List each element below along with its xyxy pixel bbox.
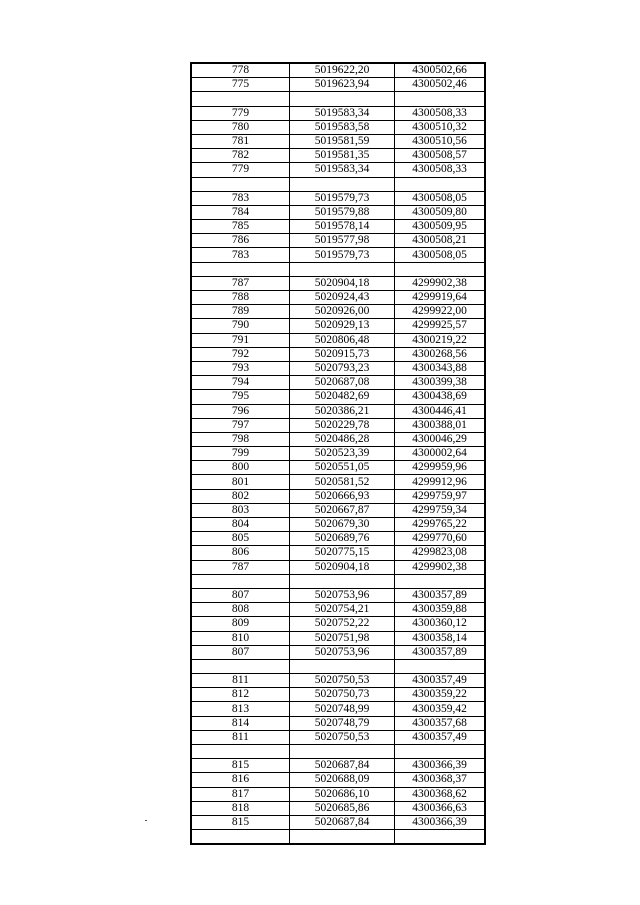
y-coordinate-cell <box>395 830 486 845</box>
point-number-cell: 818 <box>191 801 290 815</box>
table-row <box>191 730 485 744</box>
table-row <box>191 333 485 347</box>
point-number-cell: 798 <box>191 432 290 446</box>
y-coordinate-cell: 4300357,49 <box>395 730 486 744</box>
point-number-cell: 803 <box>191 503 290 517</box>
x-coordinate-cell: 5020754,21 <box>290 603 395 617</box>
x-coordinate-cell: 5020806,48 <box>290 333 395 347</box>
x-coordinate-cell: 5020751,98 <box>290 631 395 645</box>
table-row <box>191 120 485 134</box>
y-coordinate-cell: 4299759,97 <box>395 489 486 503</box>
point-number-cell: 787 <box>191 276 290 290</box>
y-coordinate-cell: 4300359,88 <box>395 603 486 617</box>
y-coordinate-cell: 4300002,64 <box>395 447 486 461</box>
y-coordinate-cell: 4300268,56 <box>395 347 486 361</box>
x-coordinate-cell: 5020750,53 <box>290 674 395 688</box>
x-coordinate-cell: 5020926,00 <box>290 305 395 319</box>
y-coordinate-cell: 4300219,22 <box>395 333 486 347</box>
point-number-cell: 791 <box>191 333 290 347</box>
y-coordinate-cell: 4300357,89 <box>395 645 486 659</box>
x-coordinate-cell: 5019579,73 <box>290 248 395 262</box>
point-number-cell: 779 <box>191 106 290 120</box>
point-number-cell: 790 <box>191 319 290 333</box>
point-number-cell: 795 <box>191 390 290 404</box>
point-number-cell: 806 <box>191 546 290 560</box>
separator-row <box>191 830 485 845</box>
table-row <box>191 276 485 290</box>
point-number-cell: 780 <box>191 120 290 134</box>
y-coordinate-cell: 4299902,38 <box>395 560 486 574</box>
y-coordinate-cell: 4300438,69 <box>395 390 486 404</box>
x-coordinate-cell: 5020667,87 <box>290 503 395 517</box>
table-row <box>191 631 485 645</box>
point-number-cell: 782 <box>191 149 290 163</box>
point-number-cell: 811 <box>191 730 290 744</box>
y-coordinate-cell: 4299959,96 <box>395 461 486 475</box>
table-row <box>191 361 485 375</box>
point-number-cell: 815 <box>191 815 290 829</box>
y-coordinate-cell <box>395 659 486 673</box>
x-coordinate-cell: 5020748,79 <box>290 716 395 730</box>
table-row <box>191 63 485 78</box>
table-row <box>191 234 485 248</box>
table-row <box>191 347 485 361</box>
table-row <box>191 815 485 829</box>
y-coordinate-cell <box>395 574 486 588</box>
point-number-cell <box>191 745 290 759</box>
x-coordinate-cell: 5019581,59 <box>290 134 395 148</box>
point-number-cell: 787 <box>191 560 290 574</box>
x-coordinate-cell: 5020688,09 <box>290 773 395 787</box>
point-number-cell <box>191 262 290 276</box>
y-coordinate-cell: 4299759,34 <box>395 503 486 517</box>
table-row <box>191 702 485 716</box>
separator-row <box>191 177 485 191</box>
y-coordinate-cell: 4300510,32 <box>395 120 486 134</box>
table-row <box>191 759 485 773</box>
x-coordinate-cell <box>290 659 395 673</box>
y-coordinate-cell: 4300509,80 <box>395 205 486 219</box>
y-coordinate-cell: 4299922,00 <box>395 305 486 319</box>
y-coordinate-cell <box>395 745 486 759</box>
x-coordinate-cell <box>290 745 395 759</box>
y-coordinate-cell: 4300508,57 <box>395 149 486 163</box>
x-coordinate-cell: 5020924,43 <box>290 291 395 305</box>
point-number-cell: 778 <box>191 63 290 78</box>
y-coordinate-cell: 4300508,05 <box>395 191 486 205</box>
separator-row <box>191 745 485 759</box>
x-coordinate-cell: 5020753,96 <box>290 588 395 602</box>
point-number-cell: 785 <box>191 220 290 234</box>
point-number-cell: 807 <box>191 645 290 659</box>
x-coordinate-cell: 5020687,84 <box>290 759 395 773</box>
table-row <box>191 773 485 787</box>
y-coordinate-cell: 4300510,56 <box>395 134 486 148</box>
x-coordinate-cell: 5020482,69 <box>290 390 395 404</box>
y-coordinate-cell: 4299925,57 <box>395 319 486 333</box>
point-number-cell: 792 <box>191 347 290 361</box>
y-coordinate-cell: 4300366,39 <box>395 815 486 829</box>
y-coordinate-cell: 4300388,01 <box>395 418 486 432</box>
x-coordinate-cell <box>290 177 395 191</box>
coordinates-table <box>190 62 486 845</box>
x-coordinate-cell: 5020687,08 <box>290 376 395 390</box>
y-coordinate-cell: 4300502,46 <box>395 78 486 92</box>
x-coordinate-cell <box>290 830 395 845</box>
x-coordinate-cell: 5020752,22 <box>290 617 395 631</box>
x-coordinate-cell: 5019623,94 <box>290 78 395 92</box>
table-row <box>191 134 485 148</box>
y-coordinate-cell: 4300360,12 <box>395 617 486 631</box>
x-coordinate-cell: 5020679,30 <box>290 518 395 532</box>
x-coordinate-cell: 5020793,23 <box>290 361 395 375</box>
x-coordinate-cell <box>290 574 395 588</box>
table-row <box>191 688 485 702</box>
y-coordinate-cell: 4299823,08 <box>395 546 486 560</box>
table-row <box>191 560 485 574</box>
table-row <box>191 248 485 262</box>
x-coordinate-cell: 5020551,05 <box>290 461 395 475</box>
point-number-cell: 804 <box>191 518 290 532</box>
table-row <box>191 447 485 461</box>
y-coordinate-cell: 4300368,37 <box>395 773 486 787</box>
point-number-cell: 784 <box>191 205 290 219</box>
y-coordinate-cell: 4300359,22 <box>395 688 486 702</box>
point-number-cell: 793 <box>191 361 290 375</box>
y-coordinate-cell: 4300399,38 <box>395 376 486 390</box>
table-row <box>191 163 485 177</box>
x-coordinate-cell: 5019579,73 <box>290 191 395 205</box>
separator-row <box>191 262 485 276</box>
x-coordinate-cell <box>290 92 395 106</box>
point-number-cell: 809 <box>191 617 290 631</box>
point-number-cell: 810 <box>191 631 290 645</box>
x-coordinate-cell: 5020753,96 <box>290 645 395 659</box>
x-coordinate-cell: 5020689,76 <box>290 532 395 546</box>
y-coordinate-cell: 4300502,66 <box>395 63 486 78</box>
y-coordinate-cell: 4299912,96 <box>395 475 486 489</box>
table-row <box>191 418 485 432</box>
point-number-cell: 797 <box>191 418 290 432</box>
table-row <box>191 376 485 390</box>
x-coordinate-cell: 5020686,10 <box>290 787 395 801</box>
x-coordinate-cell: 5019583,34 <box>290 106 395 120</box>
table-row <box>191 617 485 631</box>
y-coordinate-cell: 4300446,41 <box>395 404 486 418</box>
y-coordinate-cell <box>395 177 486 191</box>
separator-row <box>191 92 485 106</box>
x-coordinate-cell: 5019578,14 <box>290 220 395 234</box>
y-coordinate-cell: 4300368,62 <box>395 787 486 801</box>
point-number-cell: 783 <box>191 191 290 205</box>
x-coordinate-cell: 5020229,78 <box>290 418 395 432</box>
point-number-cell: 814 <box>191 716 290 730</box>
coordinates-table-body <box>191 63 485 844</box>
x-coordinate-cell <box>290 262 395 276</box>
y-coordinate-cell: 4300357,89 <box>395 588 486 602</box>
y-coordinate-cell: 4300359,42 <box>395 702 486 716</box>
point-number-cell: 808 <box>191 603 290 617</box>
x-coordinate-cell: 5019622,20 <box>290 63 395 78</box>
table-row <box>191 390 485 404</box>
x-coordinate-cell: 5020915,73 <box>290 347 395 361</box>
point-number-cell: 813 <box>191 702 290 716</box>
point-number-cell <box>191 574 290 588</box>
table-row <box>191 305 485 319</box>
x-coordinate-cell: 5020386,21 <box>290 404 395 418</box>
point-number-cell: 801 <box>191 475 290 489</box>
point-number-cell: 781 <box>191 134 290 148</box>
point-number-cell: 799 <box>191 447 290 461</box>
y-coordinate-cell: 4300357,68 <box>395 716 486 730</box>
x-coordinate-cell: 5020750,73 <box>290 688 395 702</box>
point-number-cell: 817 <box>191 787 290 801</box>
y-coordinate-cell: 4300508,21 <box>395 234 486 248</box>
table-row <box>191 503 485 517</box>
point-number-cell: 800 <box>191 461 290 475</box>
y-coordinate-cell: 4300508,05 <box>395 248 486 262</box>
point-number-cell: 779 <box>191 163 290 177</box>
x-coordinate-cell: 5020581,52 <box>290 475 395 489</box>
separator-row <box>191 659 485 673</box>
point-number-cell: 796 <box>191 404 290 418</box>
point-number-cell: 786 <box>191 234 290 248</box>
point-number-cell <box>191 659 290 673</box>
table-row <box>191 220 485 234</box>
x-coordinate-cell: 5019583,58 <box>290 120 395 134</box>
table-row <box>191 78 485 92</box>
point-number-cell: 805 <box>191 532 290 546</box>
point-number-cell: 783 <box>191 248 290 262</box>
table-row <box>191 518 485 532</box>
x-coordinate-cell: 5020929,13 <box>290 319 395 333</box>
table-row <box>191 588 485 602</box>
y-coordinate-cell: 4300046,29 <box>395 432 486 446</box>
x-coordinate-cell: 5020775,15 <box>290 546 395 560</box>
table-row <box>191 205 485 219</box>
x-coordinate-cell: 5020486,28 <box>290 432 395 446</box>
x-coordinate-cell: 5020685,86 <box>290 801 395 815</box>
table-row <box>191 532 485 546</box>
y-coordinate-cell: 4299919,64 <box>395 291 486 305</box>
x-coordinate-cell: 5020750,53 <box>290 730 395 744</box>
x-coordinate-cell: 5020523,39 <box>290 447 395 461</box>
point-number-cell: 811 <box>191 674 290 688</box>
y-coordinate-cell: 4300366,63 <box>395 801 486 815</box>
table-row <box>191 801 485 815</box>
y-coordinate-cell: 4300357,49 <box>395 674 486 688</box>
table-row <box>191 461 485 475</box>
table-row <box>191 603 485 617</box>
table-row <box>191 106 485 120</box>
point-number-cell <box>191 830 290 845</box>
x-coordinate-cell: 5020904,18 <box>290 276 395 290</box>
table-row <box>191 319 485 333</box>
table-row <box>191 546 485 560</box>
y-coordinate-cell: 4300509,95 <box>395 220 486 234</box>
table-row <box>191 674 485 688</box>
table-row <box>191 475 485 489</box>
point-number-cell: 794 <box>191 376 290 390</box>
x-coordinate-cell: 5019583,34 <box>290 163 395 177</box>
x-coordinate-cell: 5020687,84 <box>290 815 395 829</box>
x-coordinate-cell: 5019577,98 <box>290 234 395 248</box>
table-row <box>191 489 485 503</box>
y-coordinate-cell: 4299765,22 <box>395 518 486 532</box>
y-coordinate-cell: 4300343,88 <box>395 361 486 375</box>
x-coordinate-cell: 5020666,93 <box>290 489 395 503</box>
x-coordinate-cell: 5019581,35 <box>290 149 395 163</box>
point-number-cell: 807 <box>191 588 290 602</box>
y-coordinate-cell: 4299770,60 <box>395 532 486 546</box>
point-number-cell <box>191 177 290 191</box>
y-coordinate-cell: 4299902,38 <box>395 276 486 290</box>
point-number-cell: 815 <box>191 759 290 773</box>
y-coordinate-cell: 4300366,39 <box>395 759 486 773</box>
y-coordinate-cell: 4300508,33 <box>395 163 486 177</box>
point-number-cell: 802 <box>191 489 290 503</box>
y-coordinate-cell: 4300508,33 <box>395 106 486 120</box>
point-number-cell <box>191 92 290 106</box>
point-number-cell: 812 <box>191 688 290 702</box>
table-row <box>191 191 485 205</box>
table-row <box>191 716 485 730</box>
point-number-cell: 788 <box>191 291 290 305</box>
table-row <box>191 404 485 418</box>
table-row <box>191 149 485 163</box>
y-coordinate-cell <box>395 262 486 276</box>
x-coordinate-cell: 5020904,18 <box>290 560 395 574</box>
y-coordinate-cell <box>395 92 486 106</box>
separator-row <box>191 574 485 588</box>
table-row <box>191 645 485 659</box>
point-number-cell: 816 <box>191 773 290 787</box>
table-row <box>191 787 485 801</box>
scan-speck <box>145 820 147 821</box>
x-coordinate-cell: 5020748,99 <box>290 702 395 716</box>
table-row <box>191 432 485 446</box>
table-row <box>191 291 485 305</box>
x-coordinate-cell: 5019579,88 <box>290 205 395 219</box>
point-number-cell: 775 <box>191 78 290 92</box>
y-coordinate-cell: 4300358,14 <box>395 631 486 645</box>
point-number-cell: 789 <box>191 305 290 319</box>
